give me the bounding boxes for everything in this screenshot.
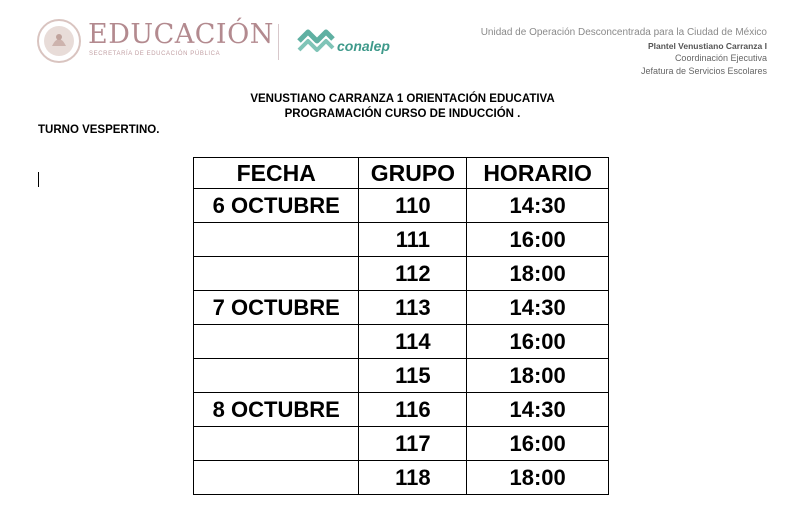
- group-cell: 111: [359, 223, 467, 257]
- time-cell: 14:30: [467, 393, 609, 427]
- column-header-fecha: FECHA: [194, 158, 359, 189]
- date-cell: 6 OCTUBRE: [194, 189, 359, 223]
- date-cell: [194, 427, 359, 461]
- group-cell: 118: [359, 461, 467, 495]
- table-row: [194, 427, 609, 461]
- table-row: [194, 223, 609, 257]
- group-cell: 114: [359, 325, 467, 359]
- date-cell: [194, 223, 359, 257]
- date-cell: 8 OCTUBRE: [194, 393, 359, 427]
- date-cell: [194, 359, 359, 393]
- conalep-logo-icon: [296, 28, 336, 54]
- time-cell: 18:00: [467, 359, 609, 393]
- date-cell: [194, 325, 359, 359]
- group-cell: 117: [359, 427, 467, 461]
- table-row: [194, 257, 609, 291]
- group-cell: 115: [359, 359, 467, 393]
- date-cell: [194, 461, 359, 495]
- text-cursor: [38, 172, 39, 187]
- time-cell: 14:30: [467, 189, 609, 223]
- group-cell: 113: [359, 291, 467, 325]
- unit-name: Unidad de Operación Desconcentrada para la Ciudad de México: [480, 27, 767, 38]
- schedule-table: [193, 157, 609, 495]
- time-cell: 16:00: [467, 427, 609, 461]
- group-cell: 116: [359, 393, 467, 427]
- document-header: [0, 0, 805, 80]
- table-header-row: [194, 158, 609, 189]
- header-divider: [278, 24, 279, 60]
- time-cell: 14:30: [467, 291, 609, 325]
- table-row: [194, 291, 609, 325]
- institution-block: [481, 27, 767, 77]
- shift-label: TURNO VESPERTINO.: [38, 124, 160, 136]
- group-cell: 110: [359, 189, 467, 223]
- time-cell: 16:00: [467, 223, 609, 257]
- column-header-horario: HORARIO: [467, 158, 609, 189]
- plantel-name: Plantel Venustiano Carranza I: [647, 40, 767, 51]
- mexican-coat-of-arms-icon: [36, 18, 82, 64]
- education-brand-subtitle: SECRETARÍA DE EDUCACIÓN PÚBLICA: [89, 51, 221, 57]
- time-cell: 18:00: [467, 257, 609, 291]
- table-row: [194, 359, 609, 393]
- column-header-grupo: GRUPO: [359, 158, 467, 189]
- date-cell: 7 OCTUBRE: [194, 291, 359, 325]
- table-row: [194, 325, 609, 359]
- group-cell: 112: [359, 257, 467, 291]
- table-row: [194, 461, 609, 495]
- time-cell: 16:00: [467, 325, 609, 359]
- department-name: Jefatura de Servicios Escolares: [640, 65, 767, 76]
- title-line-1: VENUSTIANO CARRANZA 1 ORIENTACIÓN EDUCATIVA: [250, 93, 555, 105]
- table-row: [194, 189, 609, 223]
- document-title: [0, 92, 805, 122]
- conalep-brand: conalep: [337, 38, 390, 54]
- education-brand: EDUCACIÓN: [88, 19, 274, 50]
- table-row: [194, 393, 609, 427]
- time-cell: 18:00: [467, 461, 609, 495]
- date-cell: [194, 257, 359, 291]
- coordination-name: Coordinación Ejecutiva: [674, 53, 767, 63]
- title-line-2: PROGRAMACIÓN CURSO DE INDUCCIÓN .: [284, 108, 521, 120]
